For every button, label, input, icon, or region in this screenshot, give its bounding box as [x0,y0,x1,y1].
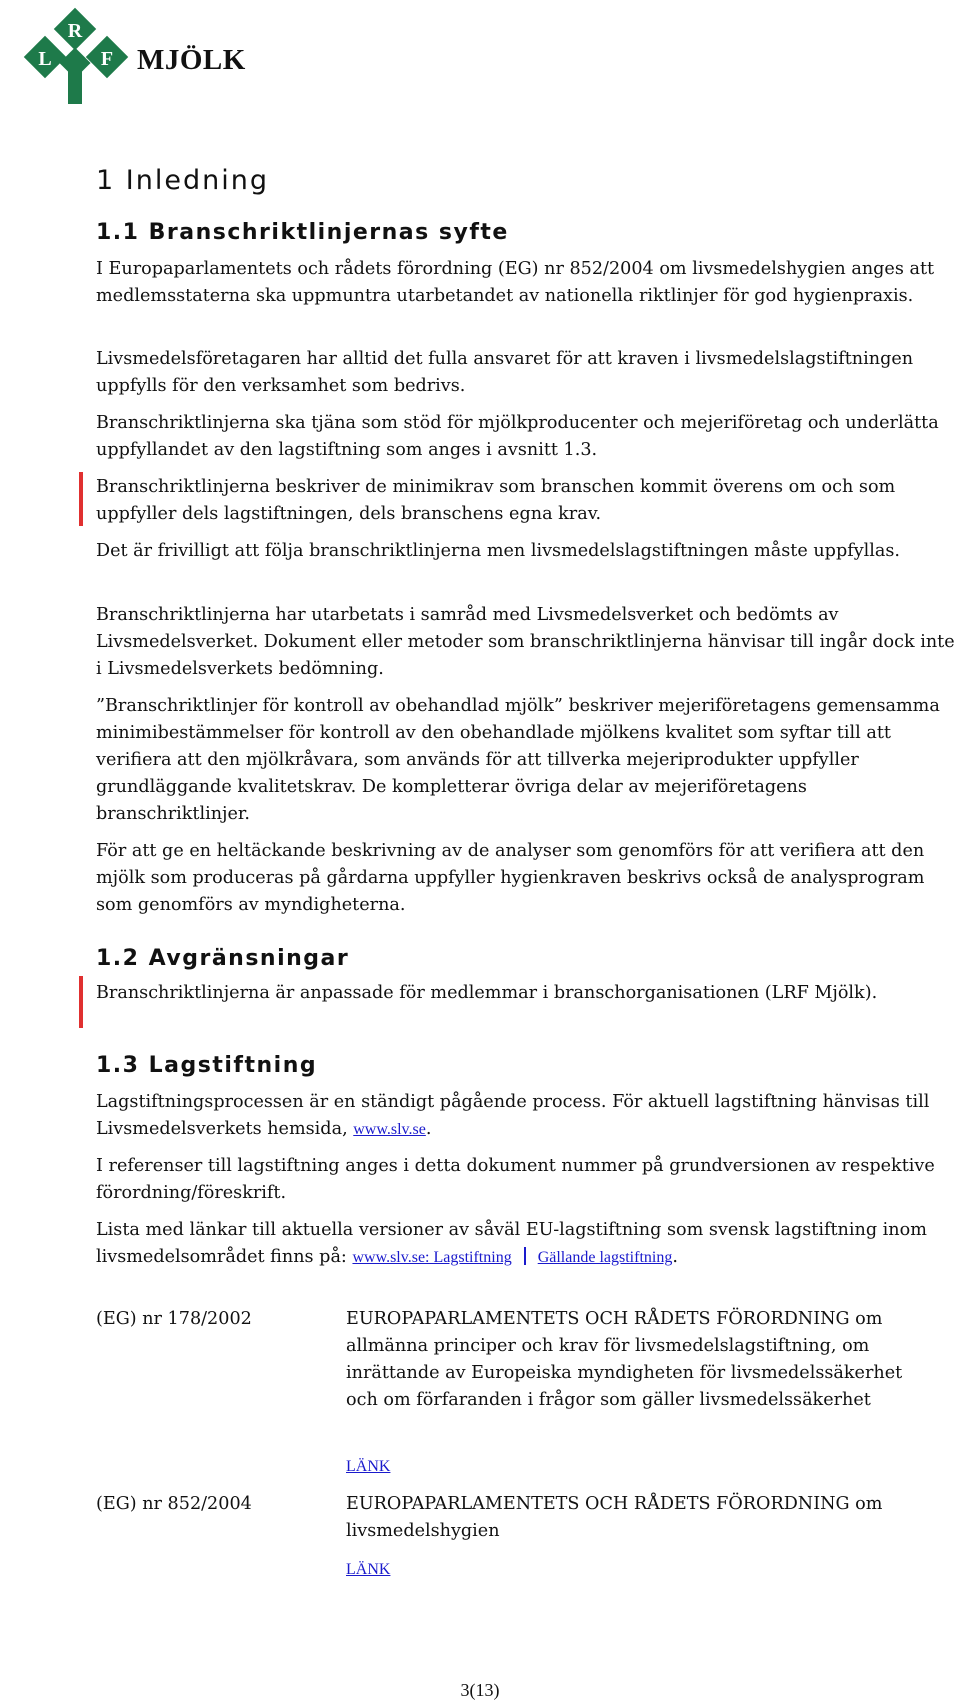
slv-lagstiftning-link[interactable]: www.slv.se: Lagstiftning [352,1249,512,1266]
regulation-description: EUROPAPARLAMENTETS OCH RÅDETS FÖRORDNING om livsmedelshygien [346,1494,883,1541]
section-1-1-heading: 1.1 Branschriktlinjernas syfte [96,220,509,245]
section-1-1-paragraph-8: För att ge en heltäckande beskrivning av de analyser som genomförs för att verifiera att den mjölk som produceras på gårdarna uppfyller hygienkraven beskrivs också de analysprogram som genomförs av myndigheterna. [96,841,925,915]
chapter-heading: 1 Inledning [96,165,269,196]
section-1-3-paragraph-2: I referenser till lagstiftning anges i detta dokument nummer på grundversionen av respektive förordning/föreskrift. [96,1156,935,1203]
change-bar [79,472,83,526]
section-1-1-paragraph-3: Branschriktlinjerna ska tjäna som stöd för mjölkproducenter och mejeriföretag och underlätta uppfyllandet av den lagstiftning som anges i avsnitt 1.3. [96,413,939,460]
logo-letter-f: F [100,48,114,70]
logo-letter-l: L [38,48,52,70]
regulation-link[interactable]: LÄNK [346,1458,391,1475]
slv-link[interactable]: www.slv.se [353,1121,426,1138]
section-1-1-paragraph-5: Det är frivilligt att följa branschriktlinjerna men livsmedelslagstiftningen måste uppfyllas. [96,541,901,561]
section-1-1-paragraph-1: I Europaparlamentets och rådets förordning (EG) nr 852/2004 om livsmedelshygien anges att medlemsstaterna ska uppmuntra utarbetandet av nationella riktlinjer för god hygienpraxis. [96,259,935,306]
section-1-1-paragraph-4: Branschriktlinjerna beskriver de minimikrav som branschen kommit överens om och som uppfyller dels lagstiftningen, dels branschens egna krav. [96,477,896,524]
logo-letter-r: R [67,20,83,42]
logo-text: MJÖLK [137,44,246,76]
lrf-mjolk-logo [4,4,244,109]
paragraph-text: Lista med länkar till aktuella versioner av såväl EU-lagstiftning som svensk lagstiftning inom livsmedelsområdet finns på: [96,1220,927,1267]
section-1-3-paragraph-3 [96,1217,960,1271]
paragraph-end: . [672,1247,678,1267]
paragraph-end: . [425,1119,432,1139]
paragraph-text: Lagstiftningsprocessen är en ständigt pågående process. För aktuell lagstiftning hänvisas till Livsmedelsverkets hemsida, [96,1092,930,1139]
section-1-1-paragraph-2: Livsmedelsföretagaren har alltid det fulla ansvaret för att kraven i livsmedelslagstiftningen uppfylls för den verksamhet som bedrivs. [96,349,914,396]
regulation-code: (EG) nr 852/2004 [96,1494,252,1514]
lrf-clover-icon [4,4,134,109]
section-1-3-heading: 1.3 Lagstiftning [96,1053,318,1078]
regulation-code: (EG) nr 178/2002 [96,1309,252,1329]
gallande-lagstiftning-link[interactable]: Gällande lagstiftning [537,1249,673,1266]
section-1-2-heading: 1.2 Avgränsningar [96,946,350,971]
section-1-1-paragraph-7: ”Branschriktlinjer för kontroll av obehandlad mjölk” beskriver mejeriföretagens gemensamma minimibestämmelser för kontroll av den obehandlade mjölkens kvalitet som syftar till att verifiera att den mjölkråvara, som används för att tillverka mejeriprodukter uppfyller grundläggande kvalitetskrav. De kompletterar övriga delar av mejeriföretagens branschriktlinjer. [96,696,940,824]
section-1-1-paragraph-6: Branschriktlinjerna har utarbetats i samråd med Livsmedelsverket och bedömts av Livsmedelsverket. Dokument eller metoder som branschriktlinjerna hänvisar till ingår dock inte i Livsmedelsverkets bedömning. [96,605,955,679]
section-1-2-paragraph-1: Branschriktlinjerna är anpassade för medlemmar i branschorganisationen (LRF Mjölk). [96,983,878,1003]
link-separator [524,1247,526,1265]
page-number: 3(13) [460,1680,500,1700]
regulation-link[interactable]: LÄNK [346,1561,391,1578]
change-bar [79,976,83,1028]
regulation-description: EUROPAPARLAMENTETS OCH RÅDETS FÖRORDNING om allmänna principer och krav för livsmedelslagstiftning, om inrättande av Europeiska myndigheten för livsmedelssäkerhet och om förfaranden i frågor som gäller livsmedelssäkerhet [346,1309,903,1410]
section-1-3-paragraph-1 [96,1089,960,1143]
